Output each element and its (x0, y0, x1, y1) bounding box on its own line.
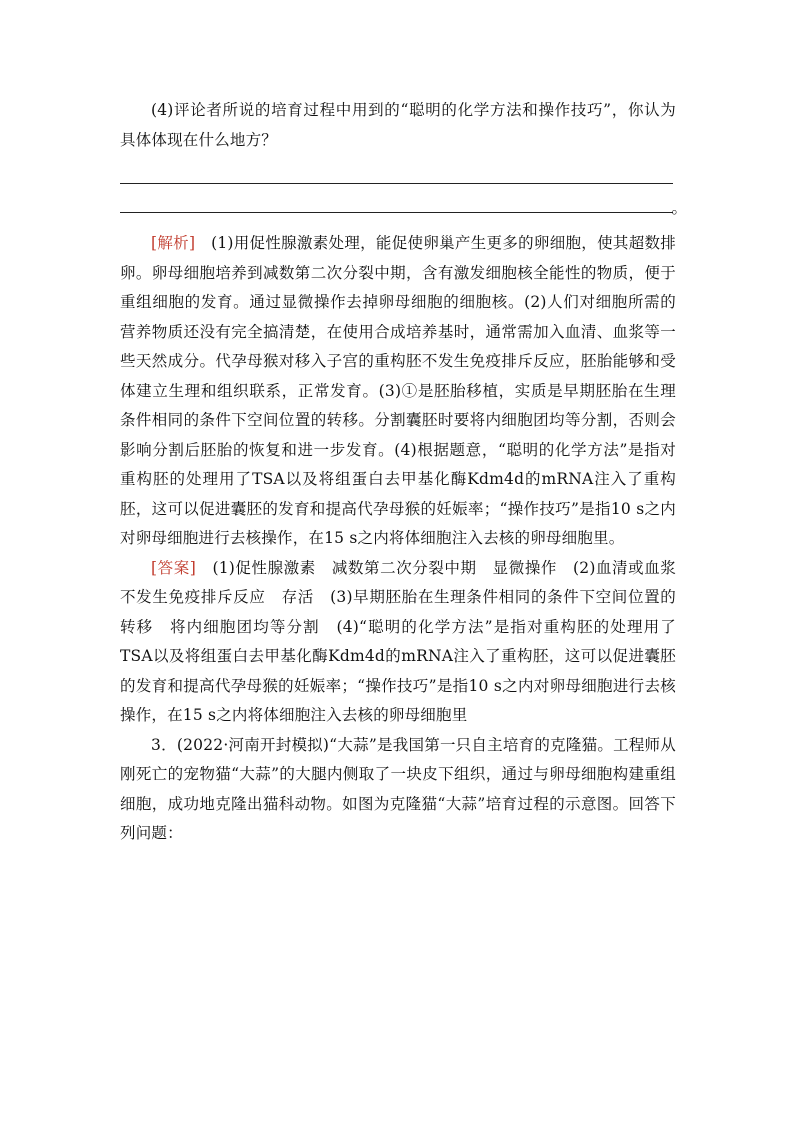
question-3-text: 3．(2022·河南开封模拟)“大蒜”是我国第一只自主培育的克隆猫。工程师从刚死亡的宠物猫“大蒜”的大腿内侧取了一块皮下组织，通过与卵母细胞构建重组细胞，成功地克隆出猫科动物。如图为克隆猫“大蒜”培育过程的示意图。回答下列问题： (120, 735, 676, 842)
explanation-tag: [解析] (151, 234, 196, 252)
answer-text: (1)促性腺激素 减数第二次分裂中期 显微操作 (2)血清或血浆 不发生免疫排斥反应 存活 (3)早期胚胎在生理条件相同的条件下空间位置的转移 将内细胞团均等分割 (4)“聪明的化学方法”是指对重构胚的处理用了TSA以及将组蛋白去甲基化酶Kdm4d的mRNA注入了重构胚，这可以促进囊胚的发育和提高代孕母猴的妊娠率；“操作技巧”是指10 s之内对卵母细胞进行去核操作，在15 s之内将体细胞注入去核的卵母细胞里 (120, 558, 692, 724)
question-3 (120, 731, 676, 849)
answer-blank-line-1 (120, 183, 673, 184)
explanation-text: (1)用促性腺激素处理，能促使卵巢产生更多的卵细胞，使其超数排卵。卵母细胞培养到减数第二次分裂中期，含有激发细胞核全能性的物质，便于重组细胞的发育。通过显微操作去掉卵母细胞的细胞核。(2)人们对细胞所需的营养物质还没有完全搞清楚，在使用合成培养基时，通常需加入血清、血浆等一些天然成分。代孕母猴对移入子宫的重构胚不发生免疫排斥反应，胚胎能够和受体建立生理和组织联系，正常发育。(3)①是胚胎移植，实质是早期胚胎在生理条件相同的条件下空间位置的转移。分割囊胚时要将内细胞团均等分割，否则会影响分割后胚胎的恢复和进一步发育。(4)根据题意，“聪明的化学方法”是指对重构胚的处理用了TSA以及将组蛋白去甲基化酶Kdm4d的mRNA注入了重构胚，这可以促进囊胚的发育和提高代孕母猴的妊娠率；“操作技巧”是指10 s之内对卵母细胞进行去核操作，在15 s之内将体细胞注入去核的卵母细胞里。 (120, 234, 677, 547)
document-page (120, 96, 692, 849)
blank-end-period: 。 (671, 199, 687, 217)
answer-blank-line-2 (120, 199, 687, 217)
explanation-paragraph (120, 229, 676, 554)
question-4 (120, 96, 676, 155)
question-4-text: (4)评论者所说的培育过程中用到的“聪明的化学方法和操作技巧”，你认为具体体现在什么地方？ (120, 101, 676, 149)
answer-paragraph (120, 554, 692, 731)
answer-tag: [答案] (151, 558, 197, 577)
